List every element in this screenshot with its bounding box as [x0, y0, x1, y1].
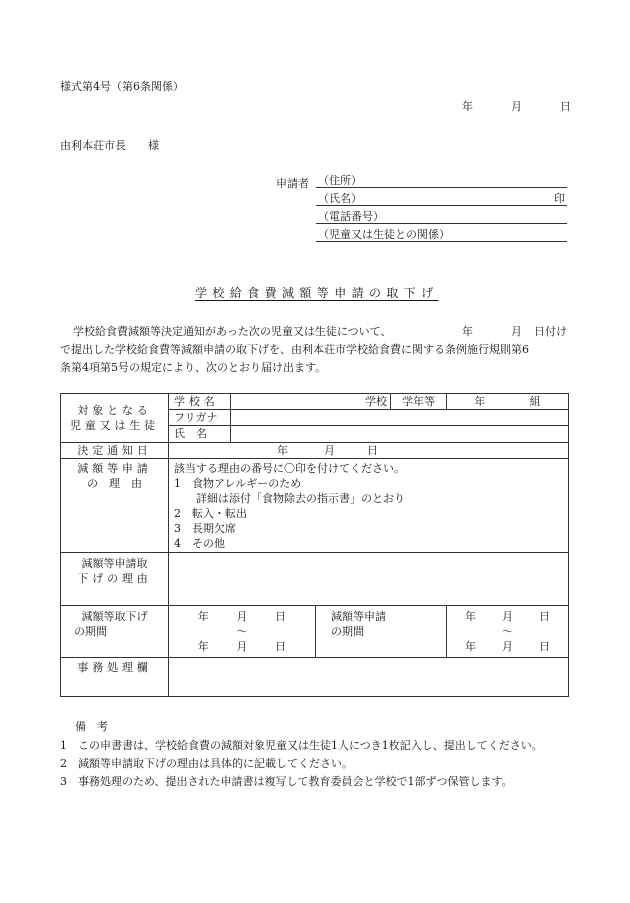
school-name-field[interactable]: [231, 394, 391, 410]
page-title: 学校給食費減額等申請の取下げ: [195, 286, 439, 300]
notes-title: 備 考: [75, 720, 108, 733]
applicant-relation-label: （児童又は生徒との関係）: [318, 228, 450, 241]
application-table: [60, 393, 569, 697]
note-item-3: 3 事務処理のため、提出された申請書は複写して教育委員会と学校で1部ずつ保管します。: [60, 775, 513, 788]
student-name-label: 氏 名: [169, 426, 231, 442]
withdraw-reason-label: 減額等申請取 下げの理由: [61, 553, 169, 606]
grade-label: 学年等: [391, 394, 447, 410]
school-name-label: 学校名: [169, 394, 231, 410]
applicant-relation-field[interactable]: [316, 226, 567, 242]
reason-option-2: 2 転入・転出: [174, 506, 247, 520]
reason-option-1-detail: 詳細は添付「食物除去の指示書」のとおり: [174, 491, 405, 505]
school-suffix: 学校: [365, 395, 387, 408]
applicant-address-label: （住所）: [318, 174, 362, 187]
apply-period-field[interactable]: 年 月 日 ～ 年 月 日: [447, 605, 569, 658]
body-date-day: 日付け: [534, 325, 567, 338]
note-item-1: 1 この申書書は、学校給食費の減額対象児童又は生徒1人につき1枚記入し、提出してください。: [60, 739, 543, 752]
date-day-unit: 日: [560, 100, 571, 113]
office-use-field[interactable]: [169, 658, 569, 697]
decision-month-unit: 月: [324, 443, 335, 457]
applicant-label: 申請者: [276, 177, 309, 190]
application-reason-label: 減額等申請 の 理 由: [61, 458, 169, 552]
reason-option-4: 4 その他: [174, 536, 225, 550]
reason-option-1: 1 食物アレルギーのため: [174, 476, 302, 490]
period-tilde: ～: [236, 624, 248, 638]
furigana-label: フリガナ: [169, 410, 231, 426]
applicant-phone-field[interactable]: [316, 208, 567, 224]
table-row: [61, 605, 569, 658]
date-year-unit: 年: [462, 100, 473, 113]
furigana-field[interactable]: [231, 410, 569, 426]
applicant-name-label: （氏名）: [318, 192, 362, 205]
addressee: 由利本荘市長 様: [60, 139, 159, 152]
decision-day-unit: 日: [367, 443, 378, 457]
target-student-label: 対象となる 児童又は生徒: [61, 394, 169, 443]
table-row: [61, 442, 569, 458]
date-month-unit: 月: [511, 100, 522, 113]
body-date-year: 年: [462, 325, 473, 338]
decision-year-unit: 年: [277, 443, 288, 457]
reason-option-3: 3 長期欠席: [174, 521, 236, 535]
student-name-field[interactable]: [231, 426, 569, 442]
grade-year-unit: 年: [474, 395, 486, 408]
period-tilde: ～: [502, 624, 513, 638]
withdraw-reason-field[interactable]: [169, 553, 569, 606]
grade-class-unit: 組: [529, 395, 541, 408]
body-line-3: 条第4項第5号の規定により、次のとおり届け出ます。: [60, 361, 327, 374]
seal-mark: 印: [554, 192, 565, 205]
table-row: [61, 458, 569, 552]
applicant-name-field[interactable]: [316, 190, 567, 206]
applicant-phone-label: （電話番号）: [318, 210, 384, 223]
table-row: [61, 658, 569, 697]
table-row: [61, 394, 569, 410]
apply-period-label: 減額等申請 の期間: [316, 605, 447, 658]
applicant-address-field[interactable]: [316, 172, 567, 188]
form-number: 様式第4号（第6条関係）: [60, 80, 184, 93]
decision-date-label: 決定通知日: [61, 442, 169, 458]
office-use-label: 事務処理欄: [61, 658, 169, 697]
note-item-2: 2 減額等申請取下げの理由は具体的に記載してください。: [60, 757, 353, 770]
withdraw-period-label: 減額等取下げ の期間: [61, 605, 169, 658]
body-line-1: 学校給食費減額等決定通知があった次の児童又は生徒について、: [73, 325, 392, 338]
application-reason-field[interactable]: [169, 458, 569, 552]
grade-field[interactable]: [447, 394, 569, 410]
table-row: [61, 553, 569, 606]
reason-instruction: 該当する理由の番号に〇印を付けてください。: [174, 461, 405, 475]
body-line-2: で提出した学校給食費等減額申請の取下げを、由利本荘市学校給食費に関する条例施行規則第6: [60, 343, 529, 356]
decision-date-field[interactable]: [169, 442, 569, 458]
body-date-month: 月: [511, 325, 522, 338]
withdraw-period-field[interactable]: 年 月 日 ～ 年 月 日: [169, 605, 316, 658]
